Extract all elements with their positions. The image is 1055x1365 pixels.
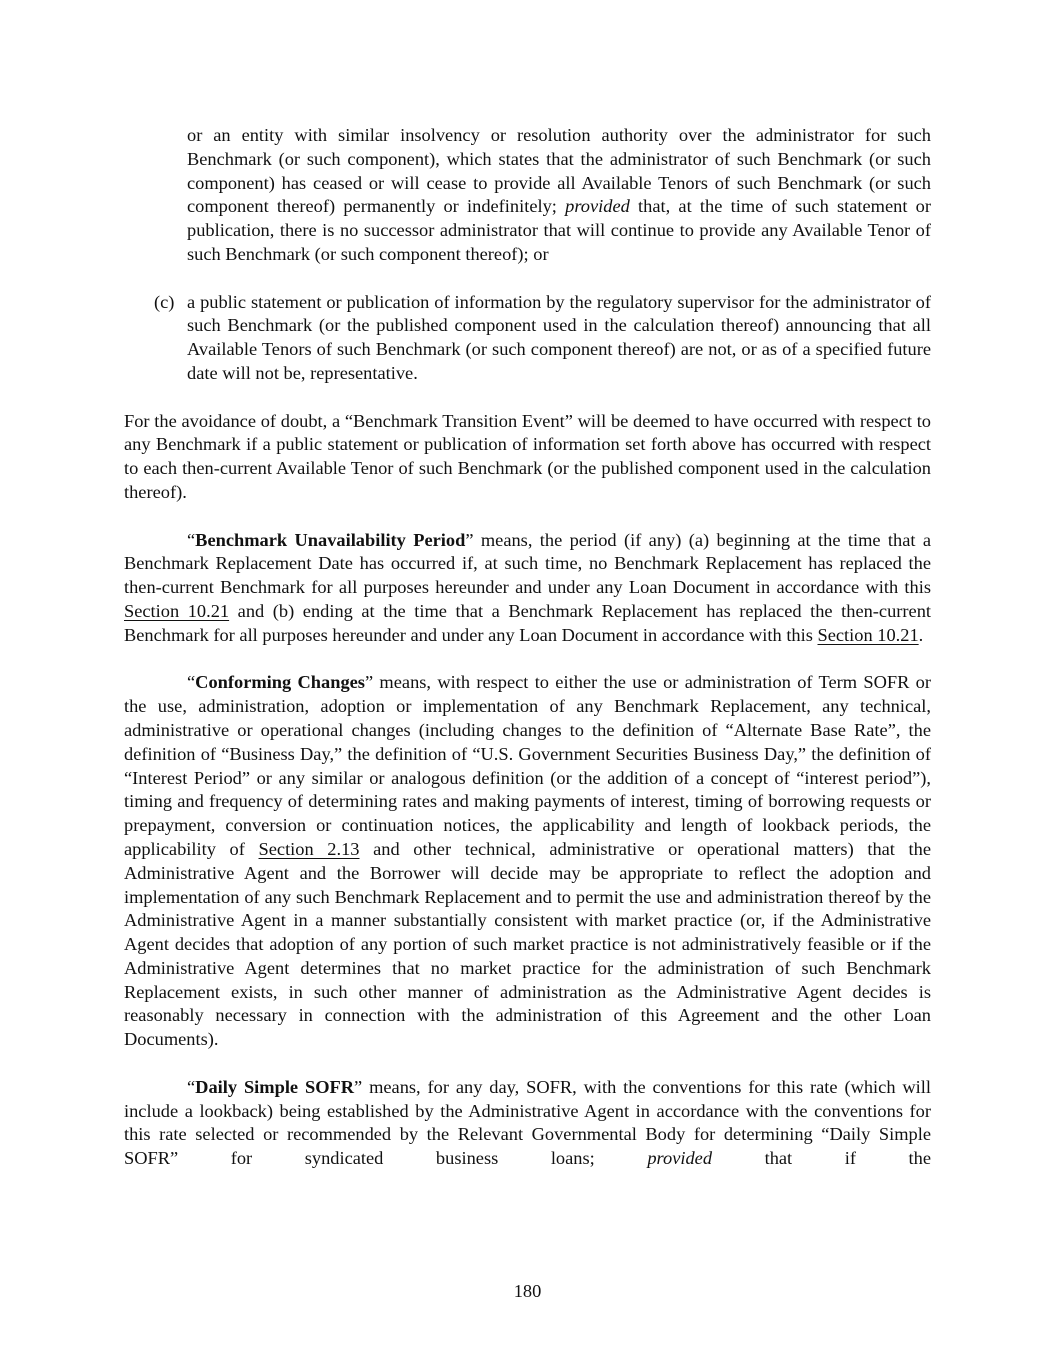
emphasis-text: provided [647,1148,713,1169]
document-page [124,124,931,1195]
text-run: “ [187,1076,196,1097]
text-run: ” means, the period (if any) (a) beginning at the time that a Benchmark Replacement Date has occurred if, at such time, no Benchmark Replacement has replaced the then-current Benchmark for all purposes hereunder and under any Loan Document in accordance with this [124,529,931,598]
emphasis-text: provided [565,196,630,217]
paragraph [124,671,931,1052]
text-run: “ [187,672,196,693]
text-run: that if the [712,1148,931,1169]
text-run: a public statement or publication of information by the regulatory supervisor for the administrator of such Benchmark (or the published component used in the calculation thereof) announcing that all Available Tenors of such Benchmark (or such component thereof) are not, or as of a specified future date will not be, representative. [187,291,931,383]
text-run: . [918,624,924,645]
text-run: ” means, with respect to either the use or administration of Term SOFR or the use, administration, adoption or implementation of any Benchmark Replacement, any technical, administrative or operational changes (including changes to the definition of “Alternate Base Rate”, the definition of “Business Day,” the definition of “U.S. Government Securities Business Day,” the definition of “Interest Period” or any similar or analogous definition (or the addition of a concept of “interest period”), timing and frequency of determining rates and making payments of interest, timing of borrowing requests or prepayment, conversion or continuation notices, the applicability and length of lookback periods, the applicability of [124,672,931,859]
paragraph [187,124,931,267]
defined-term: Daily Simple SOFR [195,1076,355,1097]
text-run: that, at the time of such statement or publication, there is no successor administrator that will continue to provide any Available Tenor of such Benchmark (or such component thereof); or [187,196,931,264]
text-run: ” means, for any day, SOFR, with the conventions for this rate (which will include a lookback) being established by the Administrative Agent in accordance with the conventions for this rate selected or recommended by the Relevant Governmental Body for determining “Daily Simple SOFR” for syndicated business loans; [124,1076,932,1169]
text-run: and (b) ending at the time that a Benchmark Replacement has replaced the then-current Benchmark for all purposes hereunder and under any Loan Document in accordance with this [124,600,932,645]
defined-term: Benchmark Unavailability Period [195,529,466,550]
defined-term: Conforming Changes [195,672,365,693]
text-run: and other technical, administrative or operational matters) that the Administrative Agent and the Borrower will decide may be appropriate to reflect the adoption and implementation of any such Benchmark Replacement and to permit the use and administration thereof by the Administrative Agent in a manner substantially consistent with market practice (or, if the Administrative Agent decides that adoption of any portion of such market practice is not administratively feasible or if the Administrative Agent determines that no market practice for the administration of such Benchmark Replacement exists, in such other manner of administration as the Administrative Agent decides is reasonably necessary in connection with the administration of this Agreement and the other Loan Documents). [124,838,932,1050]
paragraph [124,410,931,505]
section-link[interactable]: Section 2.13 [258,838,360,859]
section-link[interactable]: Section 10.21 [817,624,919,645]
paragraph [124,529,931,648]
text-run: “ [187,529,196,550]
list-item-paragraph [154,291,931,386]
section-link[interactable]: Section 10.21 [124,600,230,621]
page-number: 180 [513,1281,542,1301]
text-run: For the avoidance of doubt, a “Benchmark Transition Event” will be deemed to have occurred with respect to any Benchmark if a public statement or publication of information set forth above has occurred with respect to each then-current Available Tenor of such Benchmark (or the published component used in the calculation thereof). [124,410,931,502]
list-item-label: (c) [154,291,175,312]
text-run: or an entity with similar insolvency or resolution authority over the administrator for such Benchmark (or such component), which states that the administrator of such Benchmark (or such component) has ceased or will cease to provide all Available Tenors of such Benchmark (or such component thereof) permanently or indefinitely; [187,125,931,217]
paragraph [124,1076,931,1171]
